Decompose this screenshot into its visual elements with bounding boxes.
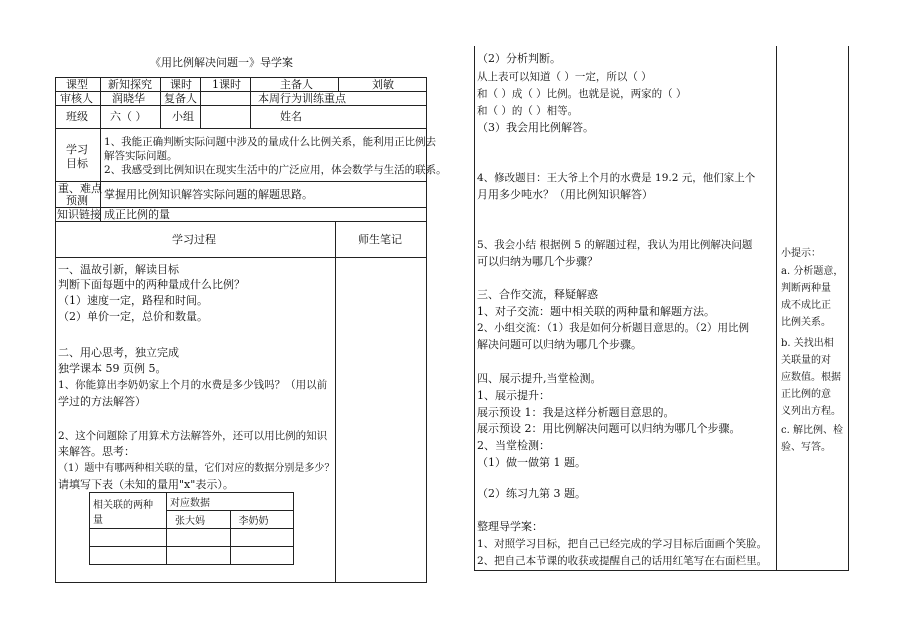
- header-label-weekly-focus: 本周行为训练重点: [258, 92, 346, 105]
- goals-label-line2: 目标: [66, 157, 88, 170]
- left-body-line: 2、这个问题除了用算术方法解答外，还可以用比例的知识: [58, 430, 328, 442]
- sub-header-quantities-line1: 相关联的两种: [93, 499, 153, 511]
- header-label-author: 主备人: [280, 78, 313, 91]
- tips-title: 小提示：: [781, 248, 821, 259]
- header-value-period: 1课时: [212, 78, 241, 91]
- goals-label-line1: 学习: [66, 143, 88, 156]
- sub-header-li: 李奶奶: [230, 511, 294, 529]
- process-header: 学习过程: [172, 233, 216, 246]
- tips-line: 应数值。根据: [781, 372, 841, 383]
- right-body-line: 2、把自己本节课的收获或提醒自己的话用红笔写在右面栏里。: [477, 555, 768, 567]
- right-body-line: （1）做一做第 1 题。: [477, 456, 586, 469]
- header-label-group: 小组: [172, 110, 194, 123]
- left-body-line: 独学课本 59 页例 5。: [58, 362, 167, 375]
- right-body-line: 5、我会小结 根据例 5 的解题过程，我认为用比例解决问题: [477, 239, 753, 251]
- sub-header-zhang: 张大妈: [167, 511, 231, 529]
- tips-line: c. 解比例、检: [781, 425, 843, 436]
- right-body-line: 和（ ）成（ ）比例。也就是说，两家的（ ）: [477, 88, 687, 100]
- header-label-co-author: 复备人: [164, 92, 197, 105]
- table-cell[interactable]: [167, 547, 231, 565]
- goals-line-1: 1、我能正确判断实际问题中涉及的量成什么比例关系，能利用正比例去: [104, 136, 437, 148]
- right-body-line: 和（ ）的（ ）相等。: [477, 105, 579, 117]
- goals-line-2: 解答实际问题。: [104, 150, 178, 162]
- header-label-type: 课型: [66, 78, 88, 91]
- left-body-line: 来解答。思考：: [58, 445, 135, 458]
- focus-label-line1: 重、难点: [58, 182, 102, 195]
- header-label-name: 姓名: [280, 110, 302, 123]
- header-value-type: 新知探究: [108, 78, 152, 91]
- right-body-line: 可以归纳为哪几个步骤？: [477, 255, 598, 268]
- left-body-line: （2）单价一定，总价和数量。: [58, 310, 208, 323]
- right-body-line: 2、当堂检测：: [477, 439, 550, 452]
- sub-header-quantities: [90, 493, 167, 529]
- right-body-line: 1、对子交流：题中相关联的两种量和解题方法。: [477, 305, 715, 318]
- header-value-author: 刘敏: [372, 78, 394, 91]
- tips-line: 比例关系。: [781, 317, 831, 328]
- right-body-line: 2、小组交流：（1）我是如何分析题目意思的。（2）用比例: [477, 322, 750, 334]
- right-body-line: 1、展示提升：: [477, 389, 550, 402]
- goals-line-3: 2、我感受到比例知识在现实生活中的广泛应用，体会数学与生活的联系。: [104, 164, 447, 176]
- right-body-line: 整理导学案：: [477, 520, 543, 533]
- header-label-class: 班级: [66, 110, 88, 123]
- header-value-class: 六（ ）: [110, 110, 147, 123]
- right-body-line: 三、合作交流，释疑解惑: [477, 288, 598, 301]
- link-text: 成正比例的量: [104, 208, 170, 221]
- header-value-reviewer: 润晓华: [112, 92, 145, 105]
- left-body-line: （1）题中有哪两种相关联的量，它们对应的数据分别是多少？: [58, 463, 335, 474]
- link-label: 知识链接: [57, 208, 101, 221]
- right-body-line: 展示预设 1：我是这样分析题目意思的。: [477, 406, 675, 419]
- left-body-line: 一、温故引新，解读目标: [58, 263, 179, 276]
- focus-text: 掌握用比例知识解答实际问题的解题思路。: [104, 188, 313, 201]
- left-body-line: 学过的方法解答）: [58, 395, 146, 408]
- right-body-line: 1、对照学习目标，把自己已经完成的学习目标后面画个笑脸。: [477, 538, 768, 550]
- left-body-line: 请填写下表（未知的量用"x"表示）。: [58, 478, 234, 491]
- table-cell[interactable]: [90, 529, 167, 547]
- tips-line: a. 分析题意，: [781, 266, 844, 277]
- notes-header: 师生笔记: [358, 233, 402, 246]
- right-body-line: 月用多少吨水？（用比例知识解答）: [477, 188, 653, 201]
- table-cell[interactable]: [230, 547, 294, 565]
- table-cell[interactable]: [167, 529, 231, 547]
- table-cell[interactable]: [230, 529, 294, 547]
- page-title: 《用比例解决问题一》导学案: [150, 56, 293, 69]
- right-body-line: 4、修改题目：王大爷上个月的水费是 19.2 元，他们家上个: [477, 172, 756, 184]
- tips-line: b. 关找出相: [781, 338, 834, 349]
- tips-line: 判断两种量: [781, 283, 831, 294]
- right-body-line: （3）我会用比例解答。: [477, 121, 594, 134]
- right-body-line: （2）练习九第 3 题。: [477, 487, 586, 500]
- right-body-line: 解决问题可以归纳为哪几个步骤。: [477, 338, 642, 351]
- sub-header-quantities-line2: 量: [93, 514, 103, 526]
- table-cell[interactable]: [90, 547, 167, 565]
- tips-line: 关联量的对: [781, 355, 831, 366]
- left-body-line: 二、用心思考，独立完成: [58, 346, 179, 359]
- header-label-period: 课时: [170, 78, 192, 91]
- focus-label-line2: 预测: [66, 194, 88, 207]
- sub-header-data: 对应数据: [167, 493, 294, 511]
- tips-line: 验、写答。: [781, 442, 831, 453]
- right-body-line: 从上表可以知道（ ）一定，所以（ ）: [477, 71, 652, 83]
- tips-line: 正比例的意: [781, 389, 831, 400]
- left-body-line: （1）速度一定，路程和时间。: [58, 294, 208, 307]
- right-body-line: 四、展示提升,当堂检测。: [477, 372, 602, 385]
- left-body-line: 1、你能算出李奶奶家上个月的水费是多少钱吗？（用以前: [58, 379, 328, 391]
- header-label-reviewer: 审核人: [60, 92, 93, 105]
- right-body-line: （2）分析判断。: [477, 52, 561, 65]
- right-body-line: 展示预设 2：用比例解决问题可以归纳为哪几个步骤。: [477, 422, 741, 435]
- left-body-line: 判断下面每题中的两种量成什么比例？: [58, 278, 245, 291]
- tips-line: 成不成比正: [781, 300, 831, 311]
- data-fill-table: [89, 492, 294, 565]
- tips-line: 义列出方程。: [781, 406, 841, 417]
